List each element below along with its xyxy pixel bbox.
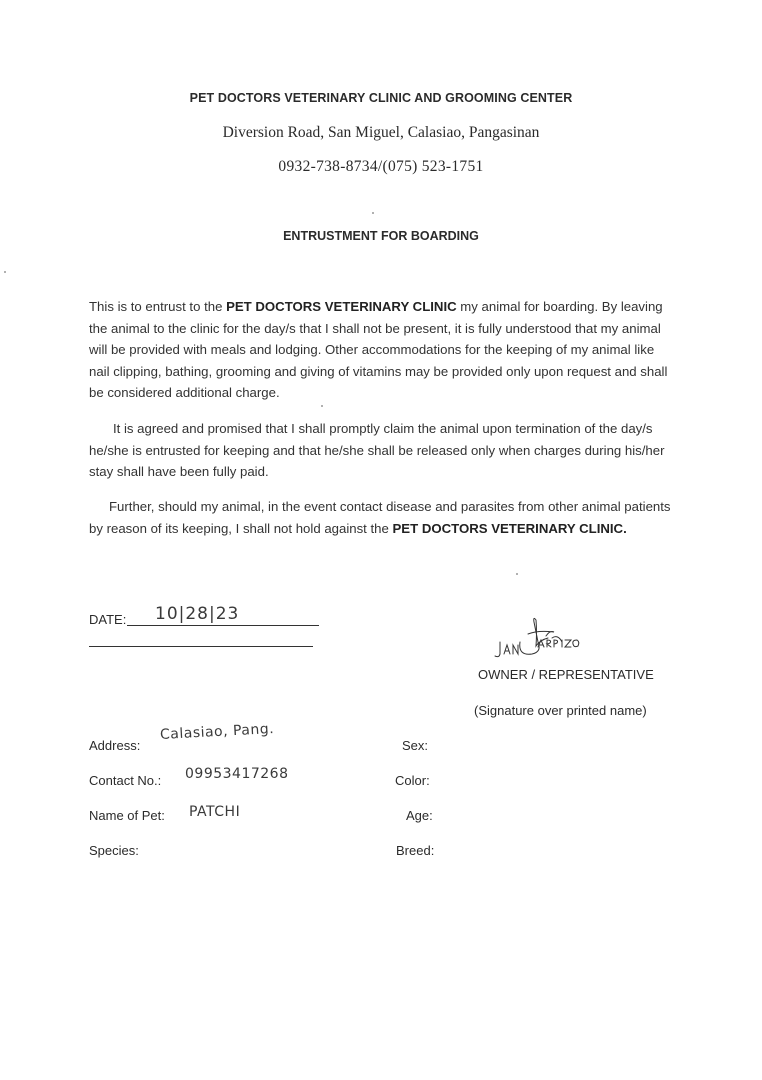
p3-text-end: . (623, 520, 627, 536)
date-value-handwritten: 10|28|23 (155, 604, 240, 624)
contact-value-handwritten: 09953417268 (185, 766, 289, 782)
scan-speck (516, 573, 518, 575)
address-value-handwritten: Calasiao, Pang. (159, 721, 275, 743)
address-label: Address: (89, 738, 141, 753)
paragraph-liability (89, 496, 675, 539)
pet-name-value-handwritten: PATCHI (189, 804, 241, 820)
date-label: DATE: (89, 612, 127, 627)
date-line (127, 625, 319, 626)
sex-label: Sex: (402, 738, 429, 753)
breed-label: Breed: (396, 843, 435, 858)
p1-text-start: This is to entrust to the (89, 299, 227, 314)
p3-text-start: Further, should my animal, in the event contact disease and parasites from other animal patients by reason of its keeping, I shall not hold against the (89, 499, 671, 536)
owner-label: OWNER / REPRESENTATIVE (478, 667, 654, 682)
species-label: Species: (89, 843, 139, 858)
signature-note: (Signature over printed name) (474, 703, 647, 718)
date-row (89, 598, 319, 628)
contact-label: Contact No.: (89, 773, 162, 788)
blank-line (89, 646, 313, 647)
age-label: Age: (406, 808, 433, 823)
clinic-address: Diversion Road, San Miguel, Calasiao, Pangasinan (222, 124, 540, 141)
scan-speck (321, 405, 323, 407)
clinic-name: PET DOCTORS VETERINARY CLINIC AND GROOMING CENTER (189, 91, 573, 105)
scan-speck (372, 212, 374, 214)
scan-speck (4, 271, 6, 273)
color-label: Color: (395, 773, 430, 788)
form-title: ENTRUSTMENT FOR BOARDING (283, 229, 479, 243)
pet-name-label: Name of Pet: (89, 808, 165, 823)
clinic-phone: 0932-738-8734/(075) 523-1751 (278, 158, 484, 175)
signature-scribble (492, 612, 612, 662)
p1-clinic-name: PET DOCTORS VETERINARY CLINIC (226, 299, 457, 314)
p3-clinic-name: PET DOCTORS VETERINARY CLINIC (392, 520, 624, 536)
paragraph-entrust (89, 296, 675, 404)
paragraph-claim: It is agreed and promised that I shall promptly claim the animal upon termination of the day/s he/she is entrusted for keeping and that he/she shall be released only when charges during his/her stay shall have been fully paid. (89, 421, 665, 479)
p1-text-end: my animal for boarding. By leaving the animal to the clinic for the day/s that I shall not be present, it is fully understood that my animal will be provided with meals and lodging. Other accommodations for the keeping of my animal like nail clipping, bathing, grooming and giving of vitamins may be provided only upon request and shall be considered additional charge. (89, 299, 668, 400)
